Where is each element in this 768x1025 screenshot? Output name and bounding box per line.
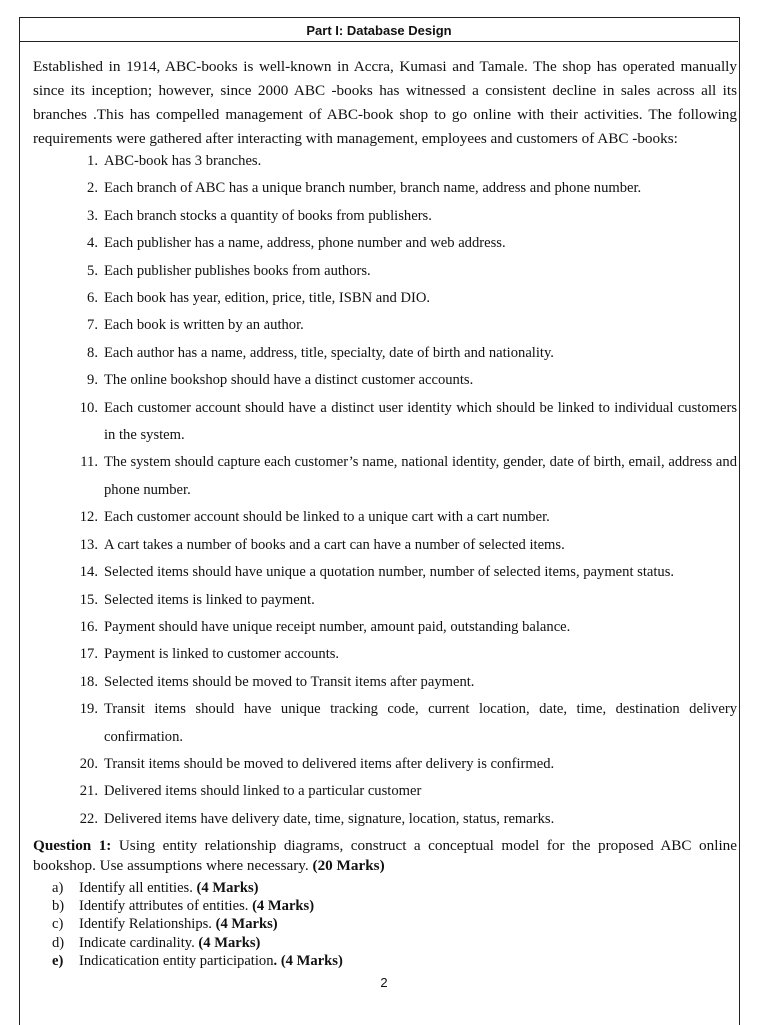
requirement-text: Each publisher publishes books from authors. [104,262,371,279]
requirement-item [33,669,737,696]
requirement-item [33,285,737,312]
requirement-item [33,312,737,339]
subquestion-text: Identify attributes of entities. [79,898,253,915]
subquestion-text: Indicate cardinality. [79,934,199,951]
requirement-item [33,587,737,614]
requirement-item [33,504,737,531]
subquestion-marks: (4 Marks) [252,898,315,915]
requirement-number: 21. [79,783,98,800]
subquestion-letter: e) [52,952,64,969]
subquestion-text: Identify all entities. [79,880,197,896]
subquestion-item [52,879,343,897]
requirement-number: 9. [87,372,98,389]
subquestion-marks: (4 Marks) [198,934,261,951]
requirement-number: 10. [79,399,98,416]
requirement-number: 8. [87,344,98,361]
question-label: Question 1: [33,837,112,854]
requirement-number: 11. [80,454,98,471]
subquestion-item [52,952,343,970]
section-title: Part I: Database Design [306,23,452,38]
requirement-text: The system should capture each customer’s name, national identity, gender, date of birth, email, address and phone number. [104,454,737,498]
requirement-item [33,641,737,668]
requirement-number: 17. [79,646,98,663]
requirement-text: Each branch stocks a quantity of books from publishers. [104,207,432,224]
subquestion-item [52,915,343,933]
requirement-text: Payment is linked to customer accounts. [104,646,340,663]
requirement-item [33,559,737,586]
requirement-text: Selected items should have unique a quotation number, number of selected items, payment status. [104,564,675,581]
requirement-number: 6. [87,290,98,307]
requirement-text: Each publisher has a name, address, phone number and web address. [104,235,506,252]
page-number: 2 [380,975,388,990]
requirement-number: 2. [87,180,98,197]
requirement-item [33,148,737,175]
requirement-item [33,175,737,202]
requirement-text: Each customer account should have a distinct user identity which should be linked to individual customers in the system. [104,399,737,444]
requirement-item [33,367,737,394]
requirement-item [33,614,737,641]
requirement-number: 5. [87,262,98,279]
subquestion-marks: (4 Marks) [215,916,278,933]
requirement-item [33,340,737,367]
subquestion-list [52,879,343,970]
question-marks: (20 Marks) [312,857,385,874]
requirement-item [33,806,737,833]
requirement-item [33,258,737,285]
subquestion-item [52,897,343,915]
requirement-text: Delivered items have delivery date, time, signature, location, status, remarks. [104,810,555,827]
requirement-item [33,230,737,257]
intro-paragraph: Established in 1914, ABC-books is well-known in Accra, Kumasi and Tamale. The shop has operated manually since its inception; however, since 2000 ABC -books has witnessed a consistent decline in sales across all its branches .This has compelled management of ABC-book shop to go online with their activities. The following requirements were gathered after interacting with management, employees and customers of ABC -books: [33,58,737,147]
requirement-number: 18. [79,673,98,690]
requirement-item [33,203,737,230]
subquestion-marks: . (4 Marks) [273,952,343,969]
requirement-item [33,395,737,450]
question-text: Using entity relationship diagrams, construct a conceptual model for the proposed ABC online bookshop. Use assumptions where necessary. [33,837,737,874]
requirement-text: The online bookshop should have a distinct customer accounts. [104,372,474,389]
requirement-number: 14. [79,564,98,581]
requirement-number: 3. [87,207,98,224]
subquestion-letter: b) [52,898,65,915]
subquestion-letter: c) [52,916,64,933]
requirement-text: Each author has a name, address, title, specialty, date of birth and nationality. [104,344,554,361]
subquestion-letter: d) [52,934,65,951]
subquestion-letter: a) [52,880,64,896]
requirement-text: Transit items should be moved to delivered items after delivery is confirmed. [104,755,555,772]
requirement-item [33,778,737,805]
requirement-text: Selected items should be moved to Transit items after payment. [104,673,475,690]
question-paragraph [33,836,737,876]
requirement-text: Each book is written by an author. [104,317,304,334]
requirement-number: 7. [87,317,98,334]
requirement-text: Transit items should have unique tracking code, current location, date, time, destination delivery confirmation. [104,701,737,745]
requirement-number: 19. [79,701,98,718]
subquestion-text: Identify Relationships. [79,916,216,933]
requirement-text: Payment should have unique receipt number, amount paid, outstanding balance. [104,618,571,635]
requirement-number: 16. [79,618,98,635]
subquestion-item [52,934,343,952]
requirement-number: 15. [79,591,98,608]
requirement-text: Each customer account should be linked to a unique cart with a cart number. [104,509,550,526]
requirement-text: Each branch of ABC has a unique branch number, branch name, address and phone number. [104,180,642,197]
subquestion-text: Indicatication entity participation [79,952,274,969]
requirement-number: 13. [79,536,98,553]
requirement-text: Delivered items should linked to a particular customer [104,783,422,800]
requirement-text: A cart takes a number of books and a cart can have a number of selected items. [104,536,565,553]
requirement-number: 22. [79,810,98,827]
requirement-text: Each book has year, edition, price, title, ISBN and DIO. [104,290,431,307]
subquestion-marks: (4 Marks) [196,880,259,896]
requirement-number: 20. [79,755,98,772]
section-header [20,18,738,42]
requirement-item [33,751,737,778]
requirement-item [33,532,737,559]
requirements-list [33,148,737,833]
requirement-text: Selected items is linked to payment. [104,591,315,608]
requirement-number: 12. [79,509,98,526]
requirement-number: 4. [87,235,98,252]
requirement-number: 1. [87,153,98,169]
requirement-text: ABC-book has 3 branches. [104,153,262,169]
requirement-item [33,449,737,504]
requirement-item [33,696,737,751]
